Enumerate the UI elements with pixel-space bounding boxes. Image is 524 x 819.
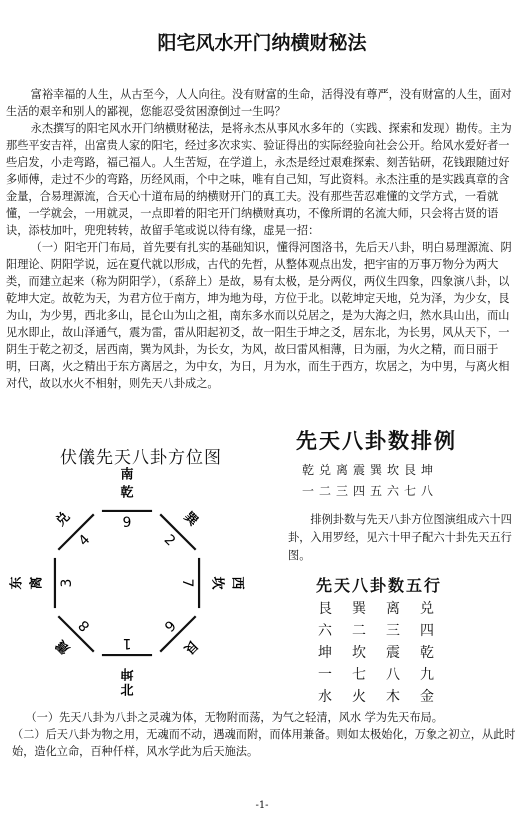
five-elements-cell: 离	[386, 601, 400, 617]
body-text	[6, 86, 518, 392]
five-elements-cell: 金	[420, 689, 434, 705]
trigram-name: 兑	[53, 509, 74, 530]
note-later-heaven: （二）后天八卦为物之用，无魂而不动，遇魂而附，而体用兼备。则如太极始化，万象之初立，从此时始，造化立命，百种仟样，风水学此为后天施法。	[12, 728, 516, 758]
sequence-explanation: 排例卦数与先天八卦方位图演组成六十四卦，入用罗经，见六十甲子配六十卦先天五行图。	[288, 513, 512, 562]
trigram-name: 巽	[180, 509, 201, 530]
bottom-text	[12, 709, 518, 760]
trigram-name: 坤	[120, 665, 134, 681]
five-elements-cell: 八	[386, 667, 400, 683]
diagram-title: 伏儀先天八卦方位图	[60, 448, 222, 468]
trigram-name: 震	[53, 636, 74, 657]
trigram-name: 离	[29, 576, 45, 590]
five-elements-cell: 九	[420, 667, 434, 683]
paragraph-background: 永杰撰写的阳宅风水开门纳横财秘法，是将永杰从事风水多年的（实践、探索和发现）勘传。主为那些平安吉祥，出富贵人家的阳宅，经过多次求实、验证得出的实际经验向社会公开。给风水爱好者一些启发，小走弯路，福己福人。人生苦短，在学道上，永杰是经过艰难探索、刻苦钻研，花钱跟随过好多师傅，走过不少的弯路，历经风雨，个中之味，唯有自己知，写此资料。永杰注重的是实践真章的含金量，合易理源流，合天心十道布局的纳横财开门的真工夫。没有那些苦忍难懂的文学方式，一看就懂，一学就会，一用就灵，一点即着的阳宅开门纳横财真功，不像所谓的名流大师，只会将古贤的语诀，添枝加叶，兜兜转转，故留手笔或说以待有缘，虚晃一招：	[6, 122, 512, 237]
five-elements-cell: 火	[352, 689, 366, 705]
paragraph-intro: 富裕幸福的人生，从古至今，人人向往。没有财富的生命，活得没有尊严，没有财富的人生，面对生活的艰辛和别人的鄙视，您能忍受贫困潦倒过一生吗？	[6, 88, 512, 118]
five-elements-cell: 七	[352, 667, 366, 683]
five-elements-cell: 坎	[352, 645, 366, 661]
direction-label-bottom: 北	[120, 683, 134, 699]
five-elements-cell: 三	[386, 623, 400, 639]
five-elements-cell: 艮	[318, 601, 332, 617]
five-elements-title: 先天八卦数五行	[316, 576, 443, 595]
five-elements-cell: 兑	[420, 601, 434, 617]
bagua-svg	[9, 467, 245, 699]
note-prior-heaven: （一）先天八卦为八卦之灵魂为体，无物附而荡，为气之轻清，风水 学为先天布局。	[25, 711, 443, 724]
trigram-number: 2	[160, 531, 179, 550]
five-elements-cell: 坤	[318, 645, 332, 661]
trigram-name: 坎	[209, 576, 225, 590]
five-elements-cell: 二	[352, 623, 366, 639]
trigram-number: 1	[122, 635, 132, 651]
trigram-number: 6	[160, 616, 179, 635]
sequence-trigram-names: 乾兑离震巽坎艮坤	[302, 463, 439, 477]
five-elements-cell: 震	[386, 645, 400, 661]
page-title: 阳宅风水开门纳横财秘法	[157, 32, 367, 54]
trigram-number: 4	[75, 531, 94, 550]
trigram-name: 乾	[120, 485, 134, 501]
trigram-number: 9	[122, 515, 132, 531]
trigram-number: 3	[59, 578, 75, 588]
page-number: -1-	[255, 800, 269, 811]
trigram-number: 8	[75, 616, 94, 635]
five-elements-cell: 乾	[420, 645, 434, 661]
paragraph-section-one: （一）阳宅开门布局，首先要有扎实的基础知识，懂得河图洛书，先后天八卦，明白易理源流、阴阳理论、阴阳学说，远在夏代就以形成，古代的先哲，从整体观点出发，把宇宙的万事万物分为两大类，而建立起来（称为阴阳学），（系辞上）是故，易有太极，是分两仪，两仪生四象，四象演八卦，以乾坤大定。故乾为天，为君方位于南方，坤为地为母，方位于北。以乾坤定天地，兑为泽，为少女，艮为山，为少男，西北多山，昆仑山为山之祖，南东多水而以兑居之，是为大海之归，然水具山出，而山见水即止，故山泽通气，震为雷，雷从阳起初爻，故一阳生于坤之爻，居东北，为长男，风从天下，一阴生于乾之初爻，居西南，巽为风卦，为长女，为风，故曰雷风相薄，日为丽，为火之精，而日丽于明，曰离，火之精出于东方离居之，为中女，为日，月为水，而生于西方，坎居之，为中男，与离火相对代，故以水火不相射，则先天八卦成之。	[6, 241, 512, 390]
five-elements-cell: 水	[318, 689, 332, 705]
five-elements-cell: 一	[318, 667, 332, 683]
direction-label-left: 东	[9, 576, 25, 590]
five-elements-cell: 六	[318, 623, 332, 639]
trigram-name: 艮	[180, 636, 201, 657]
direction-label-right: 西	[229, 576, 245, 590]
five-elements-table	[318, 598, 454, 708]
five-elements-cell: 四	[420, 623, 434, 639]
direction-label-top: 南	[120, 467, 134, 483]
sequence-numbers: 一二三四五六七八	[302, 484, 439, 498]
octagon	[55, 511, 199, 655]
trigram-number: 7	[179, 578, 195, 588]
sequence-title: 先天八卦数排例	[296, 429, 457, 453]
five-elements-cell: 木	[386, 689, 400, 705]
five-elements-cell: 巽	[352, 601, 366, 617]
bagua-diagram	[9, 467, 245, 699]
